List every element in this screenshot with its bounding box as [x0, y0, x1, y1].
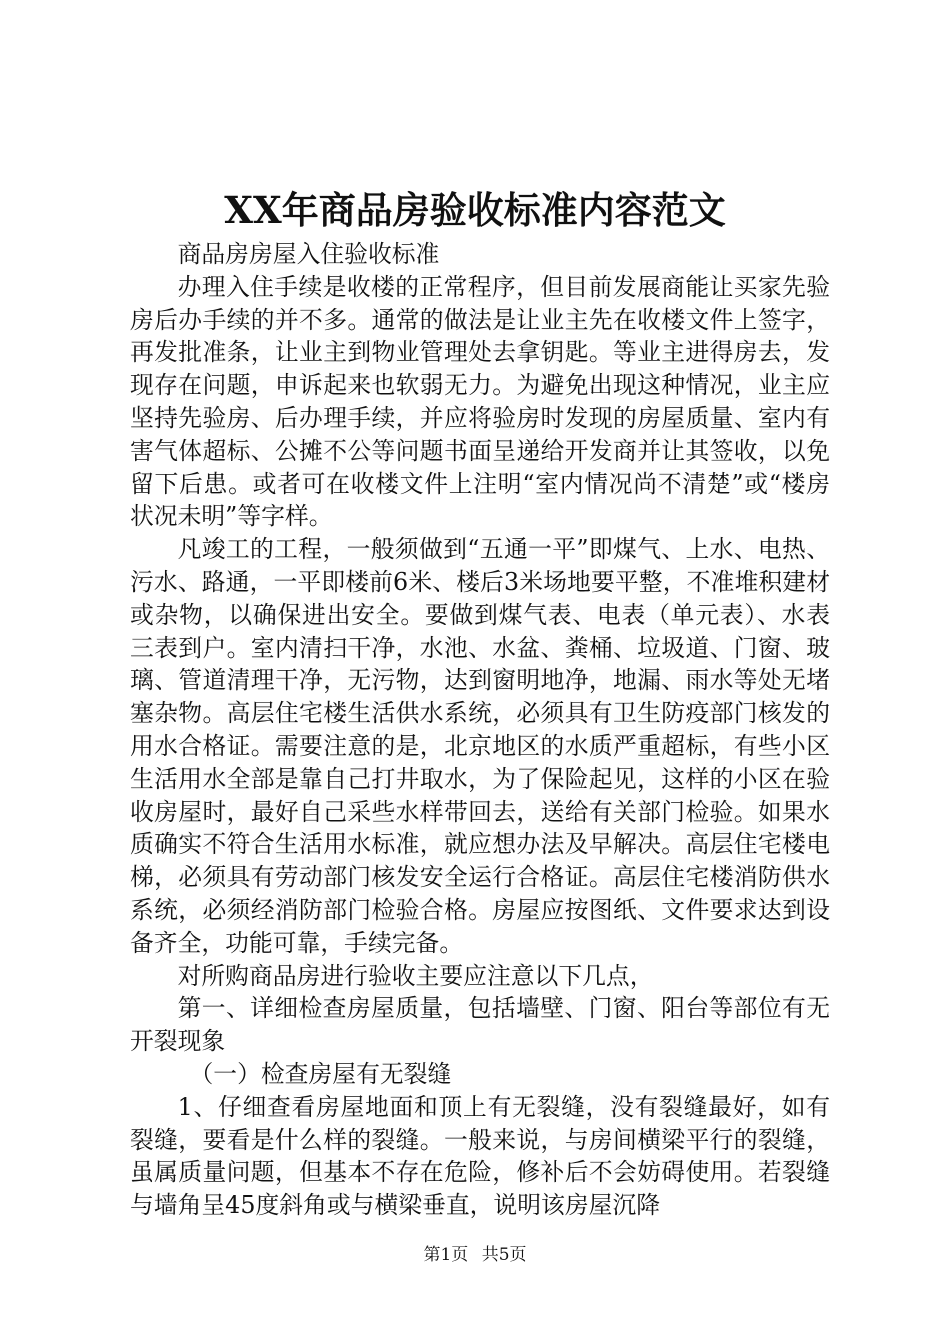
page-number: 第1页	[423, 1245, 469, 1265]
paragraph: 第一、详细检查房屋质量，包括墙壁、门窗、阳台等部位有无开裂现象	[130, 994, 830, 1056]
page-total: 共5页	[481, 1245, 527, 1265]
document-body	[130, 238, 830, 1222]
paragraph: 1、仔细查看房屋地面和顶上有无裂缝，没有裂缝最好，如有裂缝，要看是什么样的裂缝。一般来说，与房间横梁平行的裂缝，虽属质量问题，但基本不存在危险，修补后不会妨碍使用。若裂缝与墙角呈45度斜角或与横梁垂直，说明该房屋沉降	[130, 1092, 830, 1220]
document-title: XX年商品房验收标准内容范文	[224, 188, 726, 232]
page-footer	[0, 1243, 950, 1267]
paragraph: 办理入住手续是收楼的正常程序，但目前发展商能让买家先验房后办手续的并不多。通常的做法是让业主先在收楼文件上签字，再发批准条，让业主到物业管理处去拿钥匙。等业主进得房去，发现存在问题，申诉起来也软弱无力。为避免出现这种情况，业主应坚持先验房、后办理手续，并应将验房时发现的房屋质量、室内有害气体超标、公摊不公等问题书面呈递给开发商并让其签收，以免留下后患。或者可在收楼文件上注明“室内情况尚不清楚”或“楼房状况未明”等字样。	[130, 272, 830, 531]
paragraph: 凡竣工的工程，一般须做到“五通一平”即煤气、上水、电热、污水、路通，一平即楼前6米、楼后3米场地要平整，不准堆积建材或杂物，以确保进出安全。要做到煤气表、电表（单元表）、水表三表到户。室内清扫干净，水池、水盆、粪桶、垃圾道、门窗、玻璃、管道清理干净，无污物，达到窗明地净，地漏、雨水等处无堵塞杂物。高层住宅楼生活供水系统，必须具有卫生防疫部门核发的用水合格证。需要注意的是，北京地区的水质严重超标，有些小区生活用水全部是靠自己打井取水，为了保险起见，这样的小区在验收房屋时，最好自己采些水样带回去，送给有关部门检验。如果水质确实不符合生活用水标准，就应想办法及早解决。高层住宅楼电梯，必须具有劳动部门核发安全运行合格证。高层住宅楼消防供水系统，必须经消防部门检验合格。房屋应按图纸、文件要求达到设备齐全，功能可靠，手续完备。	[130, 535, 830, 957]
section-heading: （一）检查房屋有无裂缝	[189, 1059, 452, 1088]
paragraph: 对所购商品房进行验收主要应注意以下几点，	[177, 961, 654, 990]
paragraph-heading: 商品房房屋入住验收标准	[177, 240, 440, 268]
